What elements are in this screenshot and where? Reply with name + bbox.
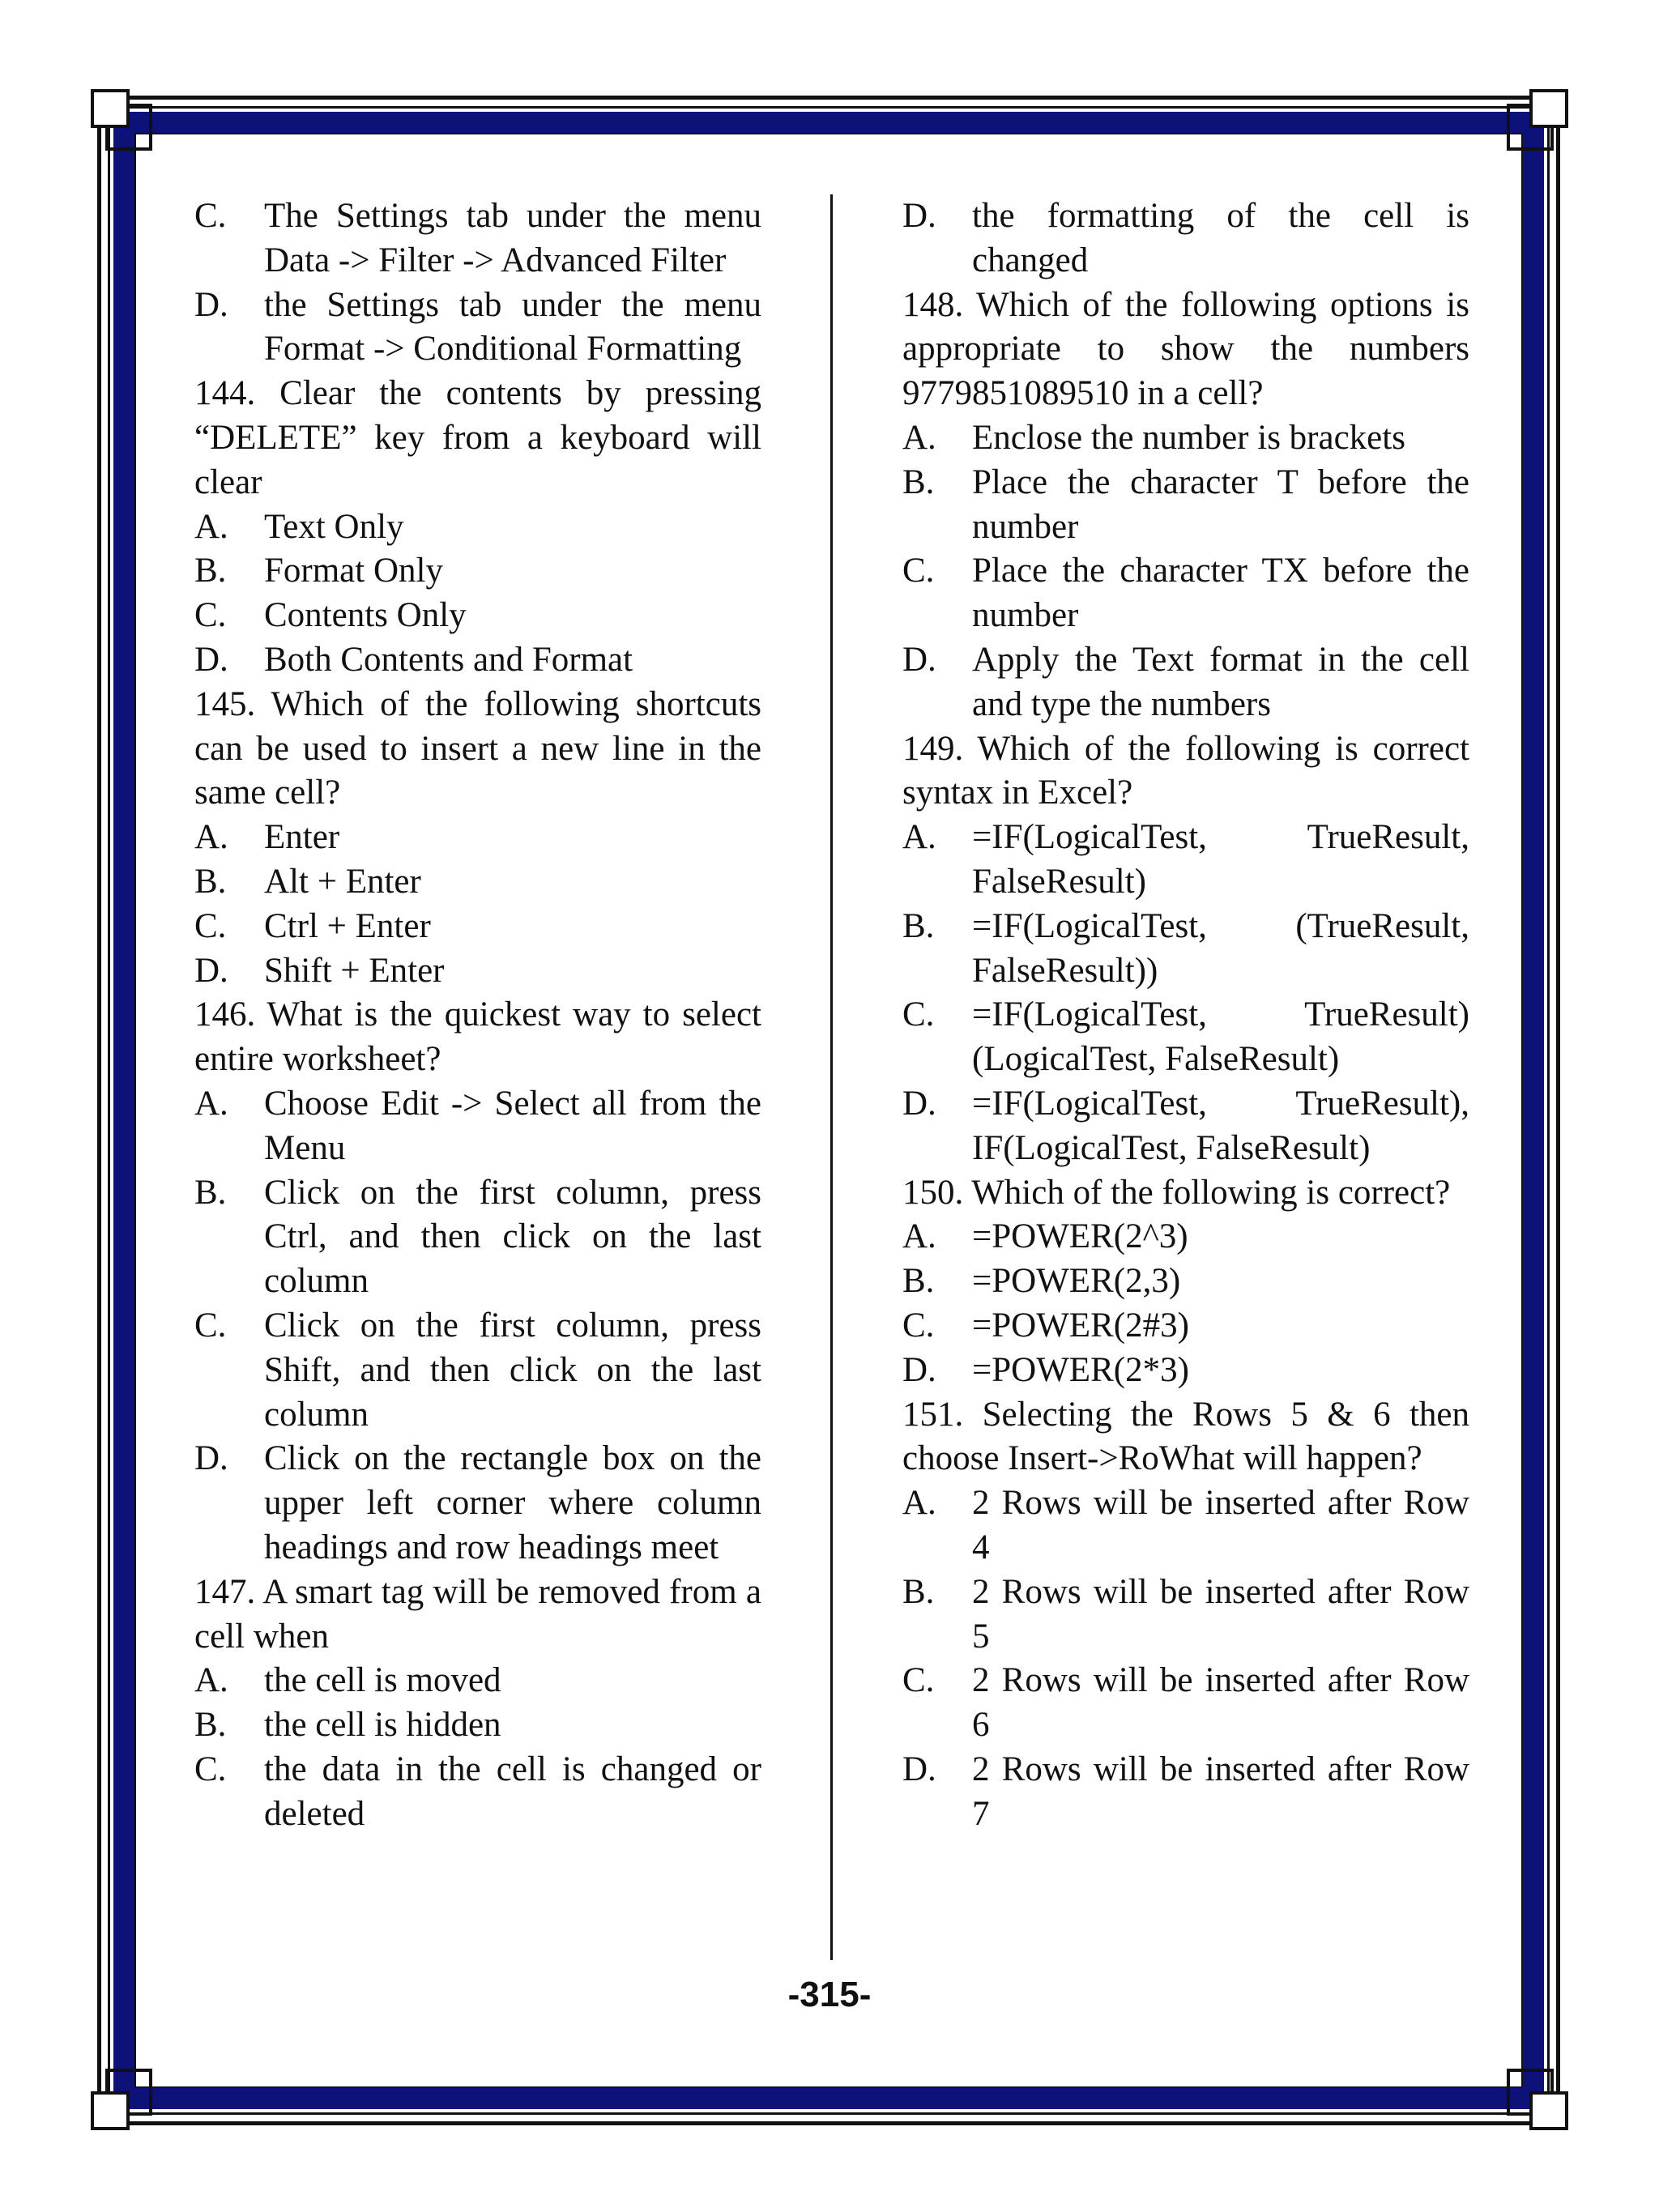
left-column	[194, 194, 761, 1836]
answer-option	[902, 1349, 1469, 1393]
option-text: =IF(LogicalTest, TrueResult), IF(LogicalTest, FalseResult)	[972, 1084, 1469, 1167]
answer-option	[194, 1171, 761, 1304]
answer-option	[194, 638, 761, 683]
answer-option	[194, 1703, 761, 1748]
option-letter: B.	[194, 862, 227, 901]
answer-option	[902, 549, 1469, 638]
answer-option	[194, 905, 761, 949]
answer-option	[194, 283, 761, 373]
answer-option	[194, 1748, 761, 1837]
option-text: 2 Rows will be inserted after Row 7	[972, 1750, 1469, 1833]
answer-option	[902, 1215, 1469, 1259]
option-text: Shift + Enter	[264, 951, 445, 990]
option-letter: C.	[194, 197, 227, 235]
option-letter: A.	[194, 818, 228, 857]
answer-option	[194, 1304, 761, 1437]
option-text: Choose Edit -> Select all from the Menu	[264, 1084, 761, 1167]
option-letter: A.	[902, 818, 936, 857]
option-letter: A.	[902, 1217, 936, 1256]
option-letter: A.	[902, 418, 936, 457]
option-text: 2 Rows will be inserted after Row 6	[972, 1661, 1469, 1745]
answer-option	[902, 816, 1469, 905]
option-text: the cell is hidden	[264, 1706, 501, 1745]
answer-option	[902, 194, 1469, 283]
answer-option	[902, 993, 1469, 1082]
option-text: Click on the first column, press Shift, and then click on the last column	[264, 1306, 761, 1434]
option-text: Text Only	[264, 507, 404, 546]
answer-option	[902, 1481, 1469, 1571]
option-text: Alt + Enter	[264, 862, 421, 901]
option-letter: D.	[902, 1084, 936, 1123]
frame-corner-ornament	[1507, 89, 1568, 151]
option-letter: B.	[902, 1572, 935, 1611]
answer-option	[902, 1748, 1469, 1837]
option-text: Contents Only	[264, 596, 467, 635]
answer-option	[194, 1659, 761, 1703]
option-text: Enter	[264, 818, 340, 857]
option-letter: D.	[902, 1750, 936, 1788]
option-letter: B.	[902, 906, 935, 945]
question-stem: 150. Which of the following is correct?	[902, 1173, 1451, 1212]
answer-option	[902, 905, 1469, 994]
option-letter: A.	[194, 507, 228, 546]
frame-corner-ornament	[91, 2069, 152, 2130]
option-letter: D.	[194, 951, 228, 990]
answer-option	[902, 416, 1469, 461]
answer-option	[194, 1437, 761, 1570]
question-stem: 148. Which of the following options is appropriate to show the numbers 9779851089510 in a cell?	[902, 285, 1469, 413]
option-letter: D.	[194, 1439, 228, 1478]
option-text: 2 Rows will be inserted after Row 4	[972, 1484, 1469, 1566]
option-letter: B.	[902, 1262, 935, 1301]
answer-option	[194, 949, 761, 994]
option-text: =POWER(2*3)	[972, 1350, 1189, 1389]
option-letter: C.	[194, 906, 227, 945]
answer-option	[194, 594, 761, 638]
option-letter: B.	[194, 1173, 227, 1212]
option-text: Both Contents and Format	[264, 640, 633, 679]
option-letter: C.	[902, 1306, 935, 1345]
frame-corner-ornament	[1507, 2069, 1568, 2130]
option-text: Click on the first column, press Ctrl, and then click on the last column	[264, 1173, 761, 1301]
option-text: Place the character TX before the number	[972, 552, 1469, 635]
answer-option	[194, 549, 761, 594]
option-letter: D.	[902, 197, 936, 235]
option-text: the data in the cell is changed or deleted	[264, 1750, 761, 1833]
option-text: Apply the Text format in the cell and type the numbers	[972, 640, 1469, 723]
option-text: the Settings tab under the menu Format -> Conditional Formatting	[264, 285, 761, 369]
option-letter: D.	[902, 640, 936, 679]
option-text: the cell is moved	[264, 1661, 501, 1700]
option-letter: C.	[902, 1661, 935, 1700]
option-text: =POWER(2#3)	[972, 1306, 1189, 1345]
option-text: the formatting of the cell is changed	[972, 197, 1469, 279]
frame-corner-ornament	[91, 89, 152, 151]
question-stem: 147. A smart tag will be removed from a cell when	[194, 1572, 761, 1656]
option-text: The Settings tab under the menu Data -> Filter -> Advanced Filter	[264, 197, 761, 279]
question-stem: 151. Selecting the Rows 5 & 6 then choose Insert->RoWhat will happen?	[902, 1395, 1469, 1478]
answer-option	[902, 1304, 1469, 1349]
question-stem: 144. Clear the contents by pressing “DELETE” key from a keyboard will clear	[194, 374, 761, 501]
question-stem: 149. Which of the following is correct syntax in Excel?	[902, 729, 1469, 812]
answer-option	[194, 1082, 761, 1171]
answer-option	[902, 1259, 1469, 1304]
option-letter: C.	[194, 1750, 227, 1788]
option-letter: C.	[194, 596, 227, 635]
option-text: Enclose the number is brackets	[972, 418, 1405, 457]
question-stem: 145. Which of the following shortcuts can be used to insert a new line in the same cell?	[194, 684, 761, 812]
option-text: =POWER(2^3)	[972, 1217, 1188, 1256]
option-letter: C.	[902, 995, 935, 1034]
answer-option	[902, 461, 1469, 550]
answer-option	[902, 638, 1469, 727]
option-text: 2 Rows will be inserted after Row 5	[972, 1572, 1469, 1656]
option-text: Place the character T before the number	[972, 462, 1469, 546]
option-letter: B.	[194, 552, 227, 590]
question-stem: 146. What is the quickest way to select entire worksheet?	[194, 995, 761, 1079]
answer-option	[194, 505, 761, 550]
option-letter: A.	[902, 1484, 936, 1523]
option-text: Ctrl + Enter	[264, 906, 431, 945]
option-letter: D.	[194, 285, 228, 324]
option-text: Click on the rectangle box on the upper left corner where column headings and row headings meet	[264, 1439, 761, 1566]
option-letter: B.	[194, 1706, 227, 1745]
option-text: =IF(LogicalTest, TrueResult) (LogicalTest, FalseResult)	[972, 995, 1469, 1079]
answer-option	[194, 194, 761, 283]
option-text: =IF(LogicalTest, TrueResult, FalseResult)	[972, 818, 1469, 901]
option-text: =IF(LogicalTest, (TrueResult, FalseResult))	[972, 906, 1469, 990]
option-letter: C.	[194, 1306, 227, 1345]
answer-option	[194, 860, 761, 905]
right-column	[902, 194, 1469, 1836]
answer-option	[902, 1082, 1469, 1171]
option-text: Format Only	[264, 552, 443, 590]
option-letter: D.	[194, 640, 228, 679]
option-letter: A.	[194, 1084, 228, 1123]
option-text: =POWER(2,3)	[972, 1262, 1181, 1301]
answer-option	[902, 1571, 1469, 1660]
option-letter: B.	[902, 462, 935, 501]
answer-option	[194, 816, 761, 860]
option-letter: D.	[902, 1350, 936, 1389]
option-letter: C.	[902, 552, 935, 590]
answer-option	[902, 1659, 1469, 1748]
column-divider	[830, 194, 833, 1960]
option-letter: A.	[194, 1661, 228, 1700]
page-number: -315-	[787, 1975, 872, 2014]
